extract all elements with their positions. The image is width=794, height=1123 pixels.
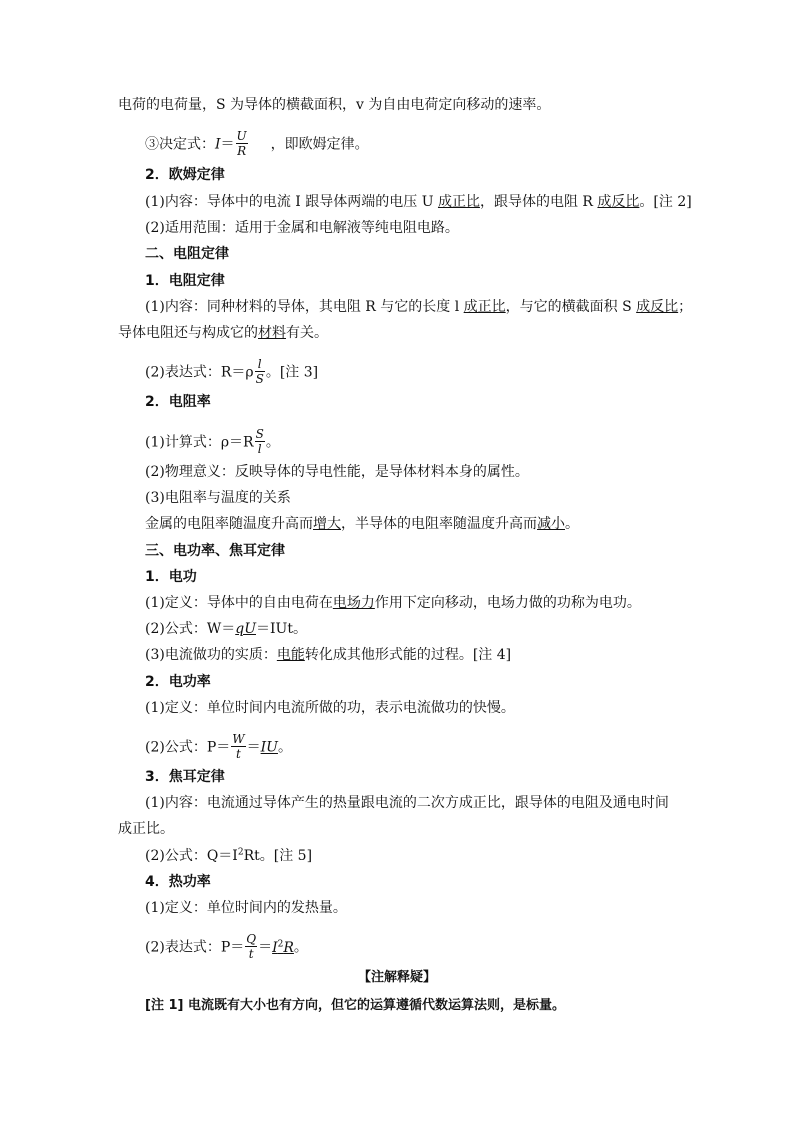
notes-title: 【注解释疑】 (357, 970, 436, 985)
subsection-heading: 1．电阻定律 (145, 273, 225, 289)
formula-line: (2)公式：P＝ $\frac{W}{t}$ ＝IU。 (145, 732, 292, 761)
subsection-heading: 2．电功率 (145, 674, 211, 690)
underlined-answer: $I^2R$ (272, 938, 294, 956)
section-heading: 2．欧姆定律 (145, 167, 225, 183)
fraction: $\frac{l}{S}$ (255, 357, 264, 386)
subsection-heading: 1．电功 (145, 569, 197, 585)
text-line: 电荷的电荷量，S 为导体的横截面积，v 为自由电荷定向移动的速率。 (118, 97, 551, 113)
text-line: (2)适用范围：适用于金属和电解液等纯电阻电路。 (145, 220, 459, 236)
fraction: $\frac{W}{t}$ (232, 732, 245, 761)
formula-line: (1)计算式：ρ＝R $\frac{S}{l}$ 。 (145, 427, 280, 456)
subsection-heading: 4．热功率 (145, 874, 211, 890)
text-line: (1)定义：单位时间内的发热量。 (145, 900, 347, 916)
formula-line: (2)表达式：R＝ρ $\frac{l}{S}$ 。[注 3] (145, 357, 319, 386)
text-line: (2)物理意义：反映导体的导电性能，是导体材料本身的属性。 (145, 464, 529, 480)
subsection-heading: 2．电阻率 (145, 394, 211, 410)
formula-line: (2)表达式：P＝ $\frac{Q}{t}$ $=I^2R$。 (145, 932, 308, 961)
text-line: (3)电流做功的实质：电能转化成其他形式能的过程。[注 4] (145, 647, 512, 663)
text-line: (1)内容：电流通过导体产生的热量跟电流的二次方成正比，跟导体的电阻及通电时间 (145, 795, 669, 811)
subsection-heading: 3．焦耳定律 (145, 769, 225, 785)
text-line: 导体电阻还与构成它的材料有关。 (118, 325, 328, 341)
section-heading: 三、电功率、焦耳定律 (145, 543, 285, 559)
formula-line: (2)公式：W＝qU＝IUt。 (145, 621, 307, 637)
text-line: 金属的电阻率随温度升高而增大，半导体的电阻率随温度升高而减小。 (145, 516, 579, 532)
text-line: (1)内容：导体中的电流 I 跟导体两端的电压 U 成正比，跟导体的电阻 R 成反比。[注 2] (145, 194, 692, 210)
text-line: (1)定义：导体中的自由电荷在电场力作用下定向移动，电场力做的功称为电功。 (145, 595, 641, 611)
text-line: 成正比。 (118, 821, 174, 837)
section-heading: 二、电阻定律 (145, 246, 229, 262)
formula-line: (2)公式：$Q=I^2Rt$。[注 5] (145, 847, 313, 864)
text-line: (1)内容：同种材料的导体，其电阻 R 与它的长度 l 成正比，与它的横截面积 S 成反比； (145, 299, 693, 315)
fraction: $\frac{Q}{t}$ (246, 932, 257, 961)
text-line: (1)定义：单位时间内电流所做的功，表示电流做功的快慢。 (145, 700, 515, 716)
formula-line: ③决定式：I＝ $\frac{U}{R}$ ，即欧姆定律。 (145, 129, 369, 158)
text-line: (3)电阻率与温度的关系 (145, 490, 291, 506)
note-line: [注 1] 电流既有大小也有方向，但它的运算遵循代数运算法则，是标量。 (145, 998, 565, 1013)
fraction: $\frac{S}{l}$ (255, 427, 264, 456)
fraction: $\frac{U}{R}$ (236, 129, 247, 158)
